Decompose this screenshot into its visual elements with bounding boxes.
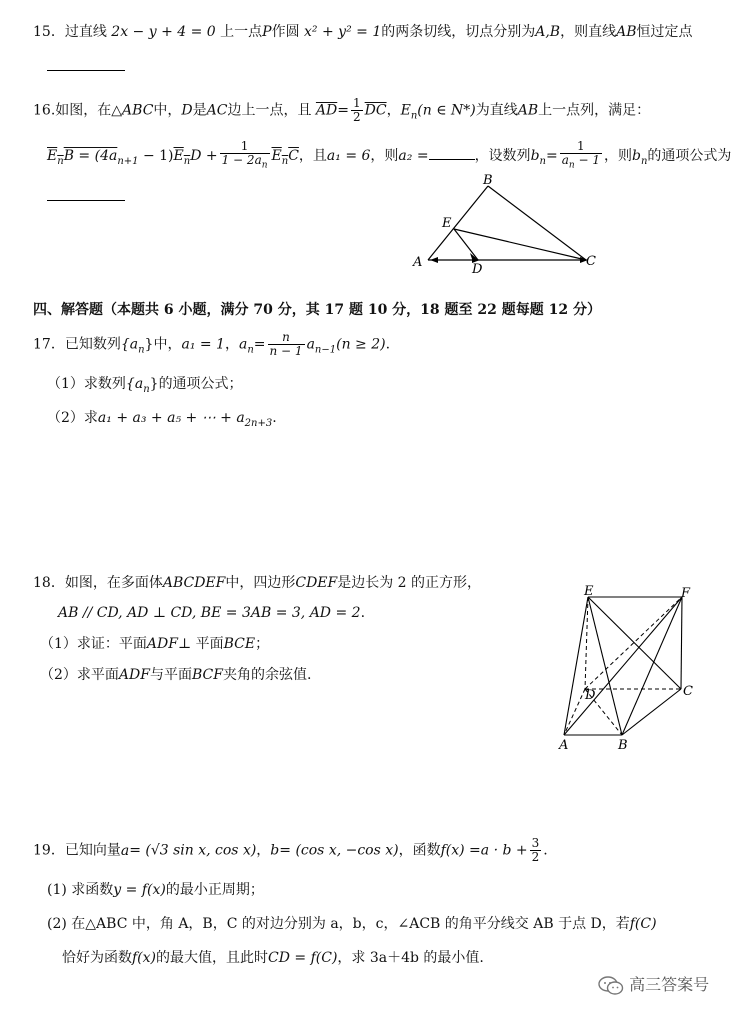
- fig18-label-C: C: [683, 684, 693, 699]
- q15-line: 15．过直线 2x − y + 4 = 0 上一点P作圆 x² + y² = 1的两条切线，切点分别为A,B，则直线AB恒过定点: [33, 24, 693, 40]
- q19-line: 19．已知向量a= (√3 sin x, cos x)，b= (cos x, −cos x)，函数f(x) =a · b + $\frac{3}{2}$ .: [33, 836, 548, 864]
- q18-line1: 18．如图，在多面体ABCDEF中，四边形CDEF是边长为 2 的正方形，: [33, 575, 482, 591]
- watermark: 高三答案号: [598, 972, 709, 997]
- q19-sub1: (1) 求函数y = f(x)的最小正周期；: [47, 882, 264, 898]
- fig18-label-E: E: [584, 584, 594, 599]
- coef-fraction: $\frac{1}{1 - 2a_n}$: [221, 139, 268, 171]
- q18-sub1: （1）求证：平面ADF⊥ 平面BCE；: [40, 636, 270, 652]
- q16-a2-blank[interactable]: [429, 145, 475, 160]
- fig16-label-A: A: [413, 255, 423, 270]
- q18-polyhedron-figure: [555, 585, 705, 755]
- fig16-label-D: D: [472, 262, 483, 277]
- q18-sub2: （2）求平面ADF与平面BCF夹角的余弦值.: [40, 667, 312, 683]
- q16-line1: 16.如图，在△ABC中，D是AC边上一点，且 $\overline{AD}=$ $\frac{1}{2}$ $\overline{DC}$，$E_n(n$ ∈ N*)为直线AB上一点列，满足：: [33, 96, 651, 124]
- fig18-label-F: F: [681, 586, 691, 601]
- bn-fraction: $\frac{1}{a_n - 1}$: [561, 139, 600, 171]
- q19-sub2: (2) 在△ABC 中，角 A，B，C 的对边分别为 a，b，c，∠ACB 的角平分线交 AB 于点 D，若f(C): [47, 916, 657, 932]
- q17-fraction: $\frac{n}{n - 1}$: [269, 330, 303, 358]
- q16-answer-blank[interactable]: [47, 186, 125, 207]
- q19-sub2-cont: 恰好为函数f(x)的最大值，且此时CD = f(C)，求 3a＋4b 的最小值.: [62, 950, 484, 966]
- fig18-label-B: B: [618, 738, 628, 753]
- q16-line2: $E_nB = (4a_{n+1} - 1)E_nD$ + $\frac{1}{1 - 2a_n}$ $E_nC$，且a₁ = 6，则a₂ = ，设数列$b_n=$ $\frac{1}{a_n - 1}$ ，则$b_n$的通项公式为: [47, 139, 732, 171]
- q16-triangle-figure: [410, 175, 610, 275]
- half-fraction: $\frac{1}{2}$: [353, 96, 361, 124]
- wechat-icon: [598, 975, 624, 997]
- q17-sub2: （2）求a₁ + a₃ + a₅ + ⋯ + $a_{2n+3}$.: [47, 410, 277, 429]
- fig18-label-D: D: [585, 688, 596, 703]
- q15-answer-blank[interactable]: [47, 56, 125, 77]
- fig16-label-B: B: [483, 173, 493, 188]
- section-4-heading: 四、解答题（本题共 6 小题，满分 70 分，其 17 题 10 分，18 题至 22 题每题 12 分）: [33, 302, 601, 318]
- q18-line2: AB // CD, AD ⊥ CD, BE = 3AB = 3, AD = 2.: [58, 605, 366, 621]
- fig16-label-E: E: [442, 216, 452, 231]
- q17-sub1: （1）求数列$\{a_n\}$的通项公式；: [47, 376, 243, 395]
- q17-line: 17．已知数列$\{a_n\}$中，a₁ = 1，$a_n=$ $\frac{n}{n - 1}$ $a_{n-1}(n \ge 2)$.: [33, 330, 391, 358]
- q19-fraction: $\frac{3}{2}$: [531, 836, 540, 864]
- fig16-label-C: C: [586, 254, 596, 269]
- fig18-label-A: A: [559, 738, 569, 753]
